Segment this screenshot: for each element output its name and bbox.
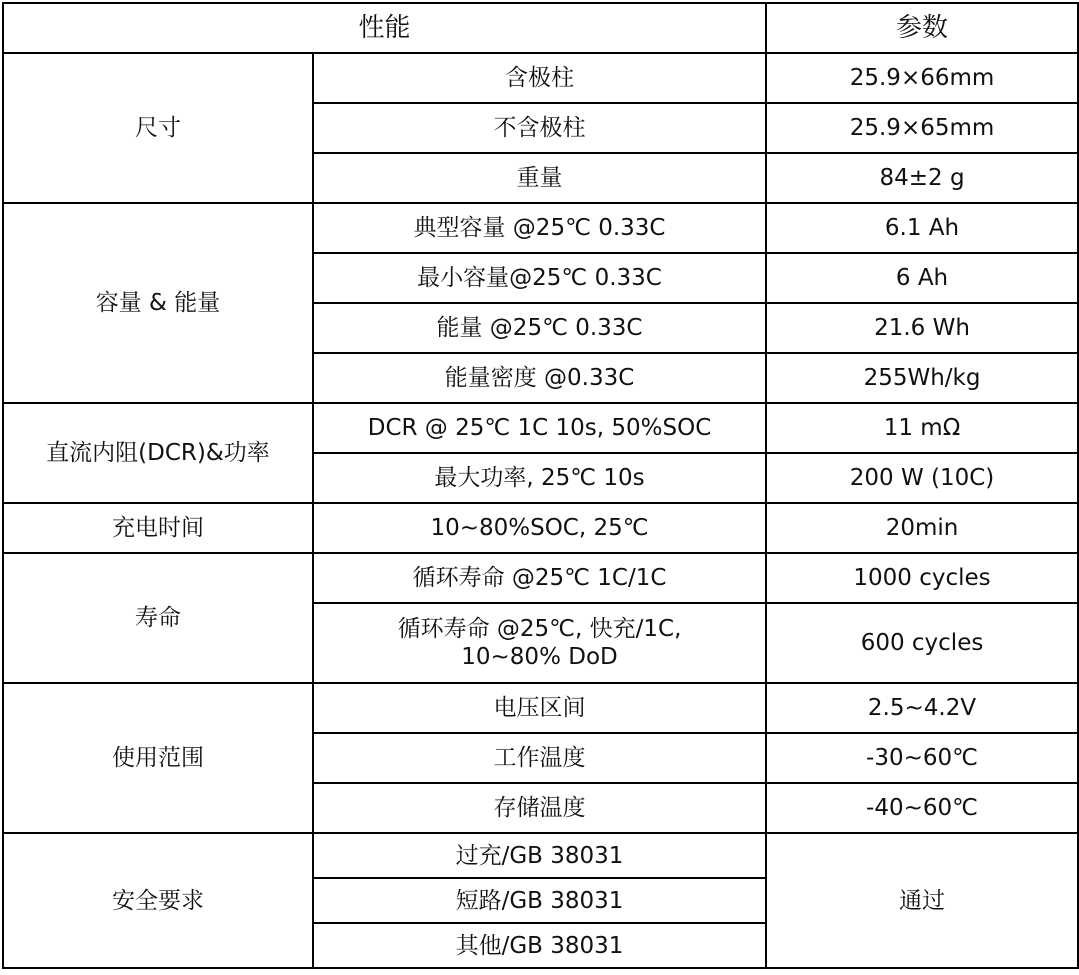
table-row	[3, 553, 1078, 603]
table-row	[3, 203, 1078, 253]
table-row	[3, 503, 1078, 553]
spec-value: 255Wh/kg	[766, 353, 1078, 403]
spec-value: 25.9×66mm	[766, 53, 1078, 103]
spec-table	[2, 2, 1079, 969]
spec-label: 存储温度	[313, 783, 766, 833]
spec-value: 20min	[766, 503, 1078, 553]
spec-value: -40~60℃	[766, 783, 1078, 833]
spec-label: 电压区间	[313, 683, 766, 733]
spec-label: 最小容量@25℃ 0.33C	[313, 253, 766, 303]
table-row	[3, 833, 1078, 878]
spec-value: 通过	[766, 833, 1078, 968]
spec-value: 200 W (10C)	[766, 453, 1078, 503]
header-performance: 性能	[3, 3, 766, 53]
spec-label: 工作温度	[313, 733, 766, 783]
spec-value: 25.9×65mm	[766, 103, 1078, 153]
table-row	[3, 683, 1078, 733]
spec-label: 短路/GB 38031	[313, 878, 766, 923]
header-parameter: 参数	[766, 3, 1078, 53]
spec-label: DCR @ 25℃ 1C 10s, 50%SOC	[313, 403, 766, 453]
spec-label: 能量密度 @0.33C	[313, 353, 766, 403]
spec-label: 重量	[313, 153, 766, 203]
table-row	[3, 403, 1078, 453]
category-life: 寿命	[3, 553, 313, 683]
spec-value: -30~60℃	[766, 733, 1078, 783]
spec-value: 2.5~4.2V	[766, 683, 1078, 733]
category-dcr: 直流内阻(DCR)&功率	[3, 403, 313, 503]
spec-value: 21.6 Wh	[766, 303, 1078, 353]
category-size: 尺寸	[3, 53, 313, 203]
spec-label: 最大功率, 25℃ 10s	[313, 453, 766, 503]
spec-label: 10~80%SOC, 25℃	[313, 503, 766, 553]
spec-value: 600 cycles	[766, 603, 1078, 683]
spec-value: 84±2 g	[766, 153, 1078, 203]
spec-label: 循环寿命 @25℃ 1C/1C	[313, 553, 766, 603]
spec-value: 1000 cycles	[766, 553, 1078, 603]
spec-value: 6 Ah	[766, 253, 1078, 303]
spec-value: 6.1 Ah	[766, 203, 1078, 253]
category-capacity: 容量 & 能量	[3, 203, 313, 403]
spec-label: 其他/GB 38031	[313, 923, 766, 968]
spec-label: 循环寿命 @25℃, 快充/1C, 10~80% DoD	[313, 603, 766, 683]
spec-label: 过充/GB 38031	[313, 833, 766, 878]
spec-value: 11 mΩ	[766, 403, 1078, 453]
category-safety: 安全要求	[3, 833, 313, 968]
category-range: 使用范围	[3, 683, 313, 833]
spec-label: 含极柱	[313, 53, 766, 103]
spec-label: 不含极柱	[313, 103, 766, 153]
header-row	[3, 3, 1078, 53]
category-charge: 充电时间	[3, 503, 313, 553]
spec-label: 能量 @25℃ 0.33C	[313, 303, 766, 353]
table-row	[3, 53, 1078, 103]
spec-label: 典型容量 @25℃ 0.33C	[313, 203, 766, 253]
